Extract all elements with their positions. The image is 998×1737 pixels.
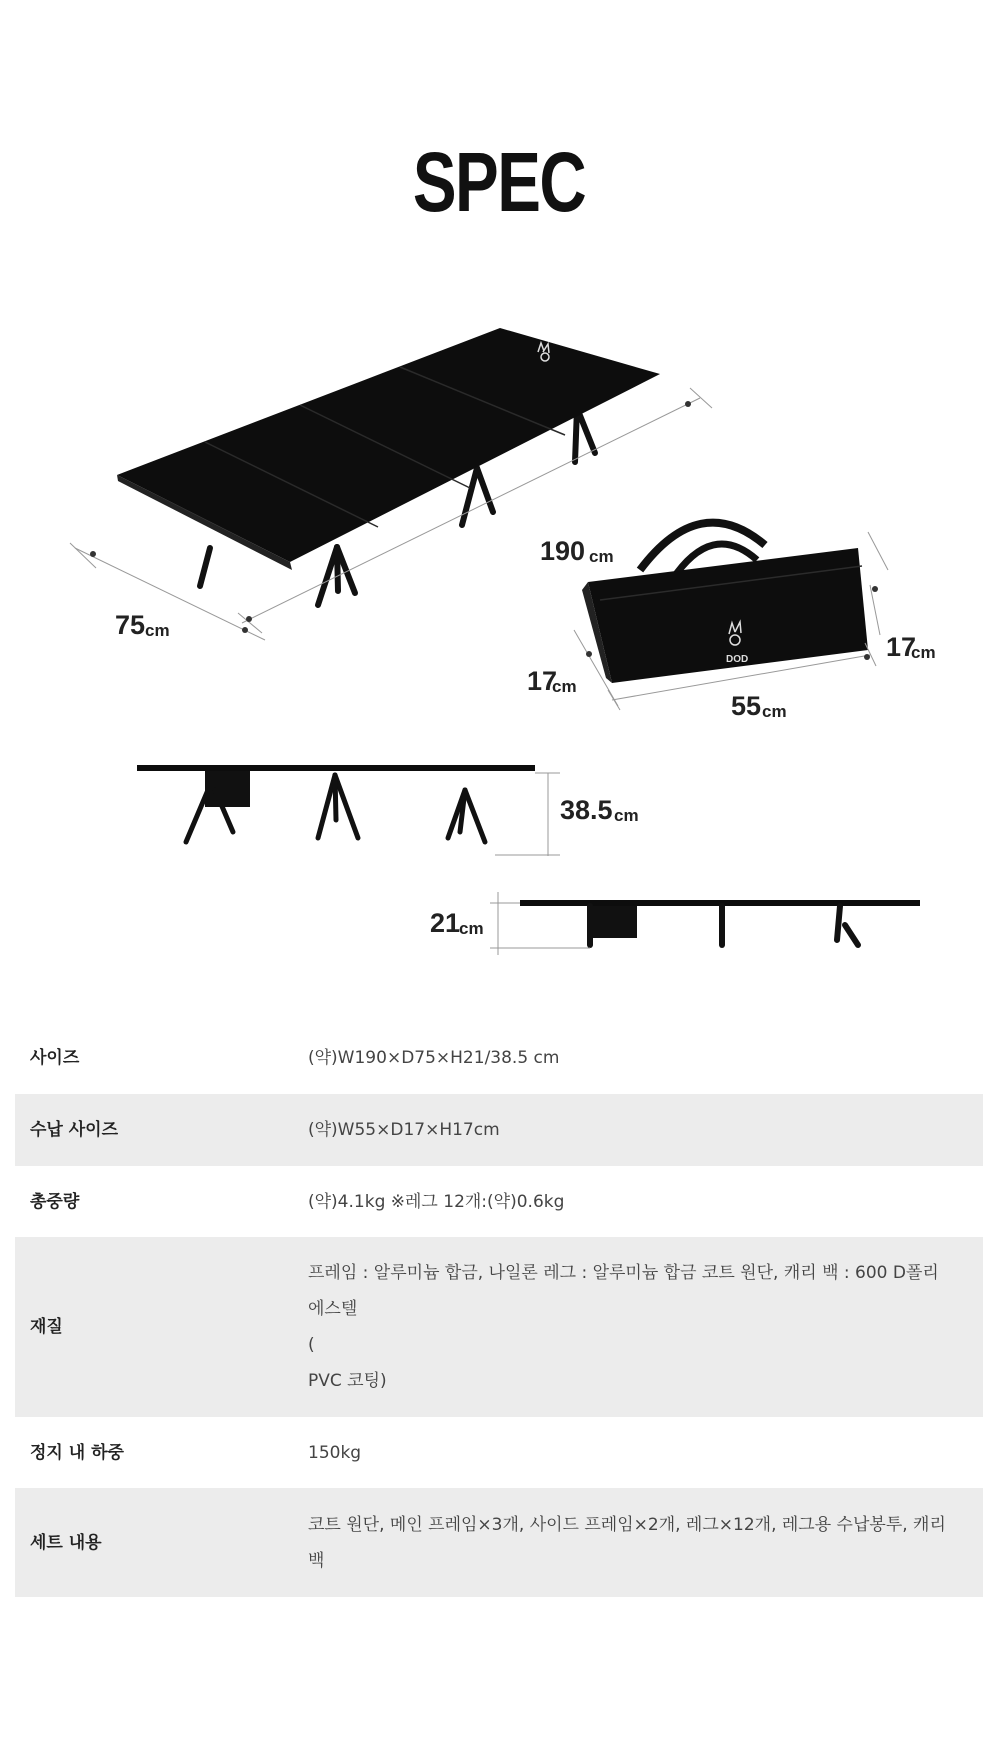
dim-width-unit: cm bbox=[145, 621, 170, 640]
dim-bag-height-label: 17 bbox=[886, 632, 917, 662]
spec-row-set-contents bbox=[15, 1488, 983, 1597]
spec-table bbox=[15, 1022, 983, 1597]
spec-label: 총중량 bbox=[30, 1191, 80, 1212]
spec-value: (약)W55×D17×H17cm bbox=[308, 1120, 500, 1140]
spec-row-material bbox=[15, 1237, 983, 1417]
spec-label: 재질 bbox=[30, 1317, 63, 1337]
page-title: SPEC bbox=[412, 135, 586, 229]
spec-value: 프레임 : 알루미늄 합금, 나일론 레그 : 알루미늄 합금 코트 원단, 캐리 백 : 600 D폴리 에스텔 ( PVC 코팅) bbox=[308, 1263, 939, 1391]
spec-label: 정지 내 하중 bbox=[30, 1442, 124, 1463]
dim-bag-width-label: 17 bbox=[527, 666, 558, 696]
spec-row-weight bbox=[15, 1166, 983, 1237]
spec-value: (약)4.1kg ※레그 12개:(약)0.6kg bbox=[308, 1191, 565, 1212]
spec-label: 사이즈 bbox=[30, 1048, 80, 1068]
spec-label: 수납 사이즈 bbox=[30, 1120, 119, 1140]
spec-value: 코트 원단, 메인 프레임×3개, 사이드 프레임×2개, 레그×12개, 레그용 수납봉투, 캐리 백 bbox=[308, 1514, 946, 1571]
dim-height-high-label: 38.5 bbox=[560, 795, 613, 825]
dim-bag-length-label: 55 bbox=[731, 691, 762, 721]
spec-value: (약)W190×D75×H21/38.5 cm bbox=[308, 1048, 560, 1068]
spec-label: 세트 내용 bbox=[30, 1532, 102, 1553]
dim-height-low-unit: cm bbox=[459, 919, 484, 938]
dim-bag-length-unit: cm bbox=[762, 702, 787, 721]
bag-logo-text: DOD bbox=[726, 654, 749, 665]
dim-length-unit: cm bbox=[589, 547, 614, 566]
spec-row-size bbox=[15, 1022, 983, 1094]
spec-row-load bbox=[15, 1417, 983, 1488]
dim-height-low-label: 21 bbox=[430, 908, 461, 938]
spec-row-storage-size bbox=[15, 1094, 983, 1166]
dim-bag-width-unit: cm bbox=[552, 677, 577, 696]
dim-width-value: 75 bbox=[115, 610, 146, 640]
dim-length-value: 190 bbox=[540, 536, 586, 566]
dim-bag-height-unit: cm bbox=[911, 643, 936, 662]
dim-height-high-unit: cm bbox=[614, 806, 639, 825]
carry-bag bbox=[574, 523, 888, 710]
spec-value: 150kg bbox=[308, 1442, 362, 1463]
dimension-diagram bbox=[0, 300, 998, 980]
product-dimension-illustration bbox=[0, 300, 998, 980]
